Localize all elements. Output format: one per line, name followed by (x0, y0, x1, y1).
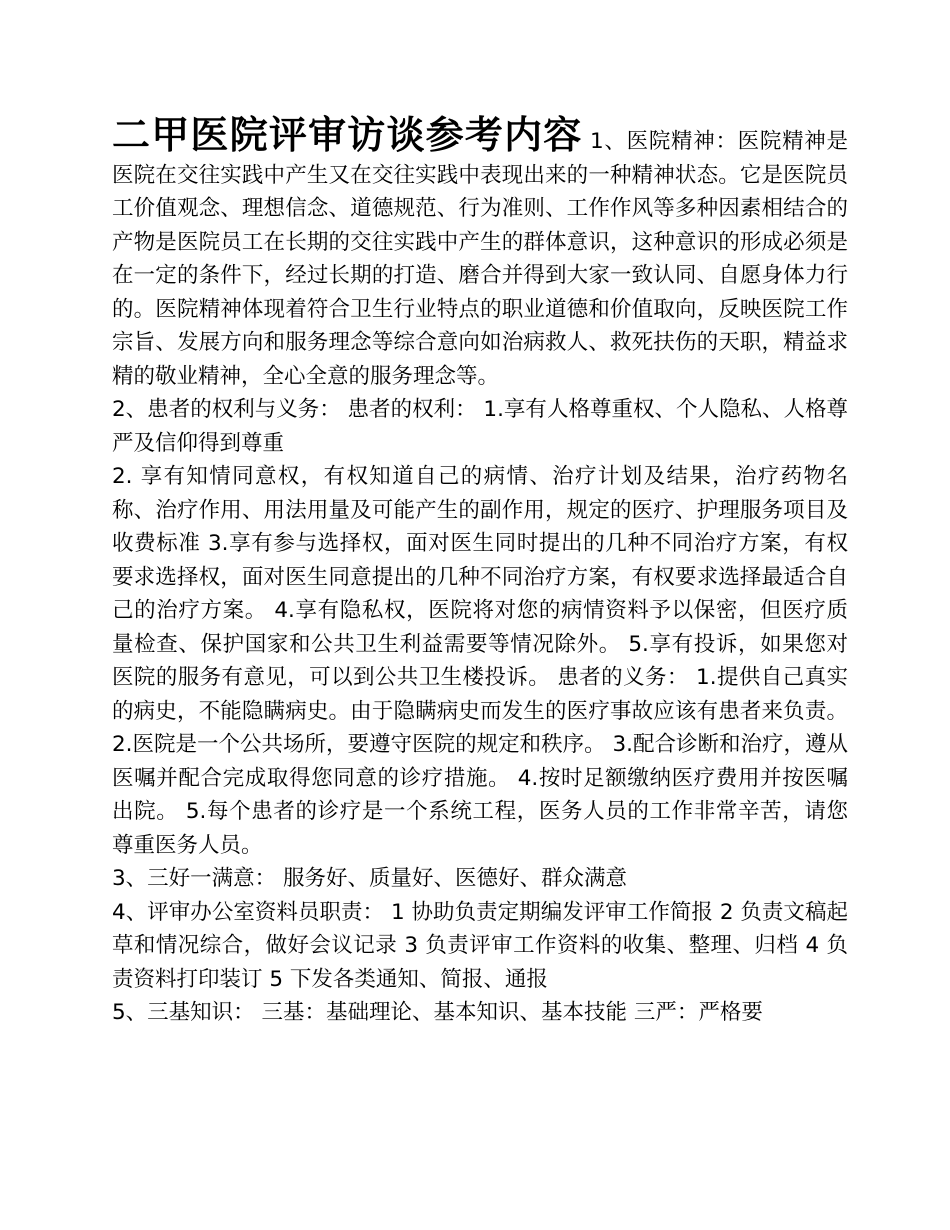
paragraph-1-text: 1、医院精神：医院精神是医院在交往实践中产生又在交往实践中表现出来的一种精神状态。它是医院员工价值观念、理想信念、道德规范、行为准则、工作作风等多种因素相结合的产物是医院员工在长期的交往实践中产生的群体意识，这种意识的形成必须是在一定的条件下，经过长期的打造、磨合并得到大家一致认同、自愿身体力行的。医院精神体现着符合卫生行业特点的职业道德和价值取向，反映医院工作宗旨、发展方向和服务理念等综合意向如治病救人、救死扶伤的天职，精益求精的敬业精神，全心全意的服务理念等。 (112, 129, 848, 389)
paragraph-1 (112, 112, 848, 393)
paragraph-4: 3、三好一满意： 服务好、质量好、医德好、群众满意 (112, 866, 628, 891)
paragraph-5: 4、评审办公室资料员职责： 1 协助负责定期编发评审工作简报 2 负责文稿起草和情况综合，做好会议记录 3 负责评审工作资料的收集、整理、归档 4 负责资料打印装订 5 下发各类通知、简报、通报 (112, 899, 848, 992)
paragraph-6: 5、三基知识： 三基：基础理论、基本知识、基本技能 三严：严格要 (112, 1000, 763, 1025)
paragraph-2: 2、患者的权利与义务： 患者的权利： 1.享有人格尊重权、个人隐私、人格尊严及信仰得到尊重 (112, 397, 848, 456)
document-title: 二甲医院评审访谈参考内容 (112, 112, 583, 157)
paragraph-3: 2. 享有知情同意权，有权知道自己的病情、治疗计划及结果，治疗药物名称、治疗作用、用法用量及可能产生的副作用，规定的医疗、护理服务项目及收费标准 3.享有参与选择权，面对医生同时提出的几种不同治疗方案，有权要求选择权，面对医生同意提出的几种不同治疗方案，有权要求选择最适合自己的治疗方案。 4.享有隐私权，医院将对您的病情资料予以保密，但医疗质量检查、保护国家和公共卫生利益需要等情况除外。 5.享有投诉，如果您对医院的服务有意见，可以到公共卫生楼投诉。 患者的义务： 1.提供自己真实的病史，不能隐瞒病史。由于隐瞒病史而发生的医疗事故应该有患者来负责。 2.医院是一个公共场所，要遵守医院的规定和秩序。 3.配合诊断和治疗，遵从医嘱并配合完成取得您同意的诊疗措施。 4.按时足额缴纳医疗费用并按医嘱出院。 5.每个患者的诊疗是一个系统工程，医务人员的工作非常辛苦，请您尊重医务人员。 (112, 464, 848, 858)
document-page (112, 112, 848, 1030)
